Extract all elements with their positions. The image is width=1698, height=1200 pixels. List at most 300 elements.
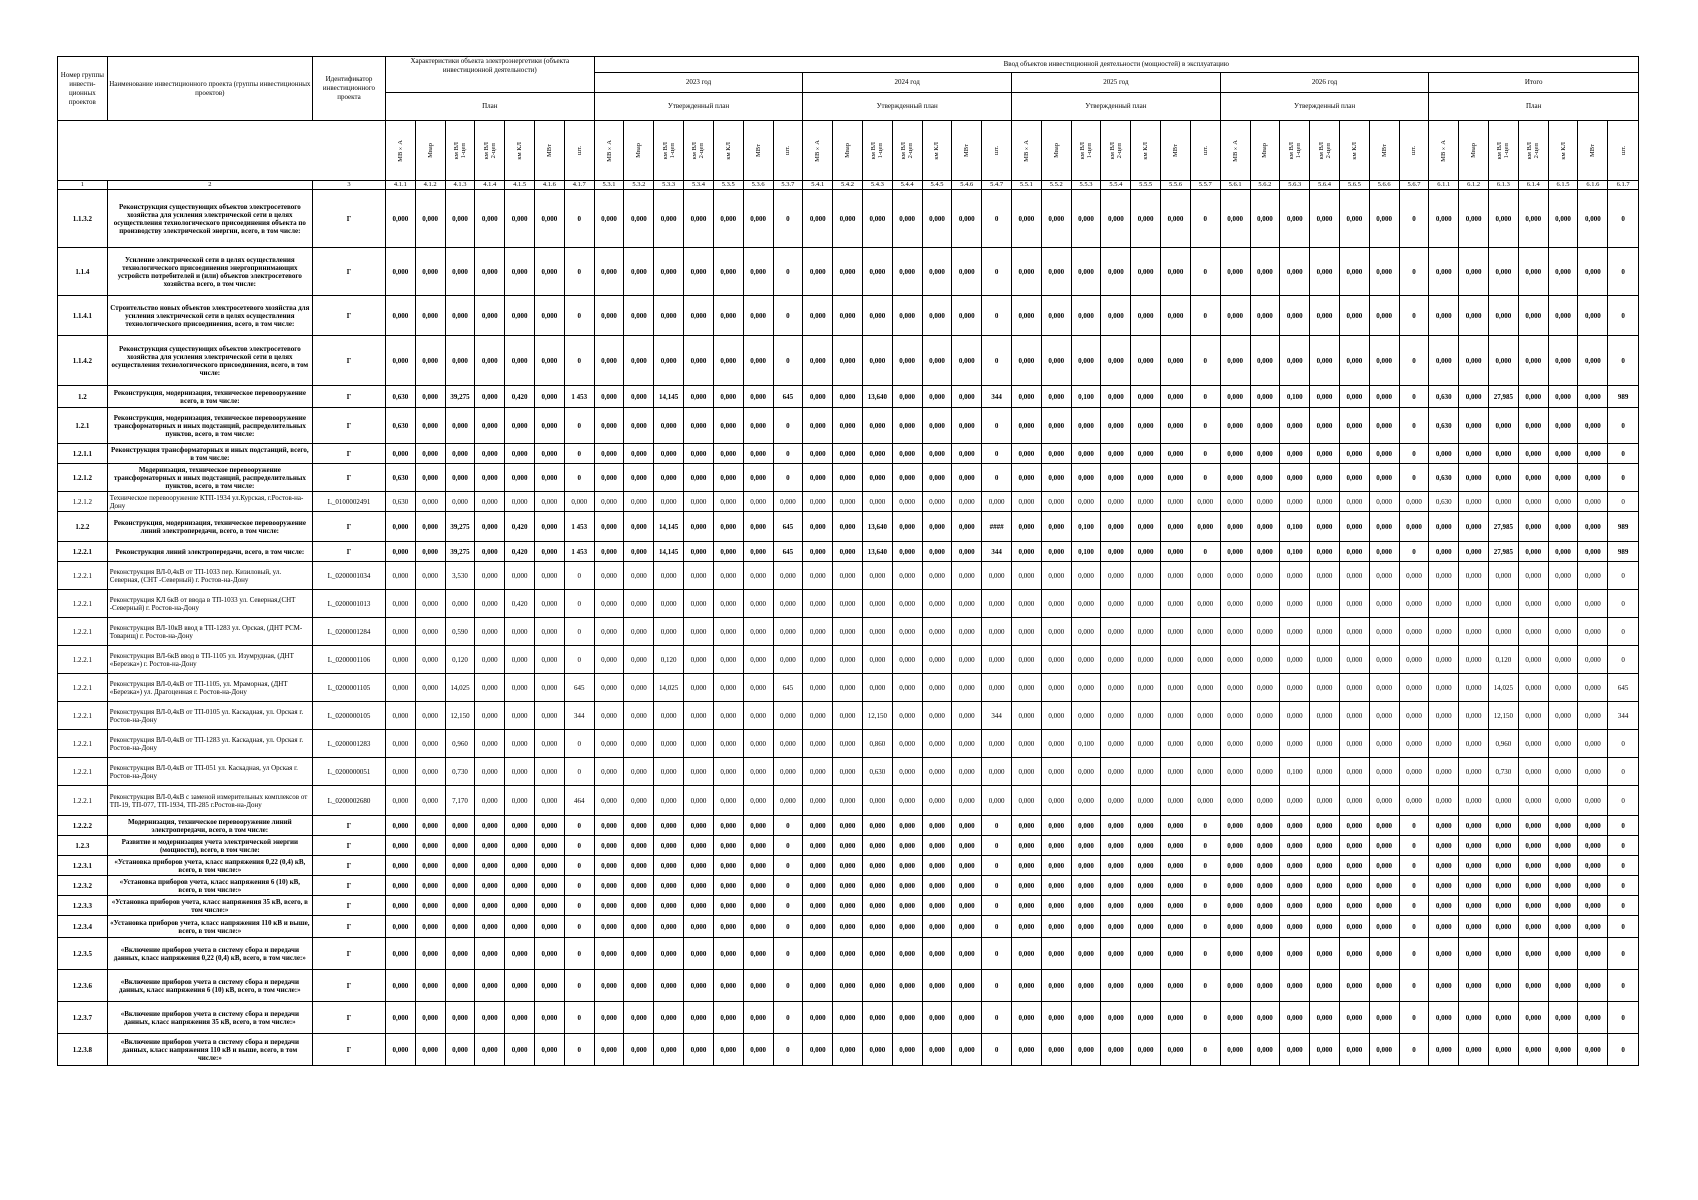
- row-project-name: Реконструкция линий электропередачи, всего, в том числе:: [107, 542, 312, 562]
- row-value: 0,000: [445, 444, 475, 464]
- row-value: 0,000: [1280, 492, 1310, 512]
- row-value: 0,000: [1369, 190, 1399, 248]
- row-value: 0,000: [1548, 836, 1578, 856]
- row-value: 0: [1608, 970, 1639, 1002]
- row-value: 0: [982, 896, 1012, 916]
- row-value: 0,000: [535, 464, 565, 492]
- row-value: 0,000: [1459, 590, 1489, 618]
- row-value: 0,000: [1131, 562, 1161, 590]
- row-value: 0,000: [1548, 876, 1578, 896]
- row-value: 0: [1190, 1002, 1220, 1034]
- row-value: 0,000: [1071, 786, 1101, 816]
- row-value: 0,000: [1101, 702, 1131, 730]
- row-value: 0,000: [713, 730, 743, 758]
- row-value: 0,000: [505, 938, 535, 970]
- table-row: [58, 542, 1639, 562]
- row-value: 0,000: [505, 408, 535, 444]
- row-value: 0,000: [1012, 464, 1042, 492]
- row-value: 0,000: [1131, 896, 1161, 916]
- row-value: 0,000: [1399, 758, 1429, 786]
- row-value: 0,000: [1071, 674, 1101, 702]
- row-value: 0,000: [1250, 248, 1280, 296]
- row-value: 0,000: [1310, 938, 1340, 970]
- row-value: 0,000: [1101, 562, 1131, 590]
- row-value: 0,000: [654, 876, 684, 896]
- row-value: 0,000: [862, 896, 892, 916]
- row-value: 0,000: [892, 702, 922, 730]
- row-value: 0,000: [505, 296, 535, 336]
- unit-header: [952, 121, 982, 181]
- row-value: 0,000: [415, 702, 445, 730]
- row-value: 0,000: [1012, 836, 1042, 856]
- row-project-id: L_0200001106: [312, 646, 385, 674]
- row-value: 0,000: [952, 512, 982, 542]
- row-value: 0,000: [1518, 542, 1548, 562]
- row-value: 0: [564, 916, 594, 938]
- row-value: 0: [773, 296, 803, 336]
- row-value: 0,000: [1101, 674, 1131, 702]
- row-value: 0,000: [415, 336, 445, 386]
- unit-label: км КЛ: [724, 141, 732, 160]
- unit-header: [1250, 121, 1280, 181]
- row-value: 0,100: [1071, 386, 1101, 408]
- row-value: 0,000: [803, 248, 833, 296]
- row-value: 0,000: [1071, 408, 1101, 444]
- table-row: [58, 970, 1639, 1002]
- row-value: 0,000: [1101, 916, 1131, 938]
- row-value: 0,000: [743, 1002, 773, 1034]
- row-value: 0,000: [1220, 1002, 1250, 1034]
- row-value: 0: [982, 916, 1012, 938]
- row-value: 0,000: [833, 492, 863, 512]
- row-value: 0: [1190, 938, 1220, 970]
- row-value: 0,000: [892, 836, 922, 856]
- row-value: 0,000: [1339, 758, 1369, 786]
- row-value: 0,000: [1280, 590, 1310, 618]
- row-value: 3,530: [445, 562, 475, 590]
- row-value: 0,000: [1518, 646, 1548, 674]
- unit-label: км КЛ: [1350, 141, 1358, 160]
- unit-label: МВ×А: [605, 139, 613, 162]
- row-value: 0,000: [833, 646, 863, 674]
- row-value: 0,000: [803, 1034, 833, 1066]
- row-value: 0,000: [1489, 916, 1519, 938]
- column-index: 4.1.3: [445, 181, 475, 190]
- row-value: 0,000: [892, 970, 922, 1002]
- row-value: 0,000: [1012, 492, 1042, 512]
- row-value: 0,000: [654, 816, 684, 836]
- row-value: 0: [1608, 190, 1639, 248]
- row-value: 0,000: [1339, 730, 1369, 758]
- row-value: 0,000: [535, 730, 565, 758]
- row-value: 27,985: [1489, 542, 1519, 562]
- unit-label: км ВЛ 2-цеп: [1108, 141, 1123, 160]
- row-value: 0,000: [833, 730, 863, 758]
- row-value: 0,000: [535, 336, 565, 386]
- header-approved-2026: Утвержденный план: [1220, 93, 1429, 121]
- row-value: 0,000: [1339, 296, 1369, 336]
- row-value: 0,000: [475, 938, 505, 970]
- row-value: 0,000: [1369, 916, 1399, 938]
- row-value: 0,420: [505, 542, 535, 562]
- row-value: 0,000: [1131, 836, 1161, 856]
- row-value: 0,000: [385, 816, 415, 836]
- row-value: 0,000: [475, 916, 505, 938]
- row-value: 0,000: [445, 248, 475, 296]
- row-value: 0,000: [1280, 1002, 1310, 1034]
- row-value: 0,000: [1012, 408, 1042, 444]
- row-value: 0,000: [1012, 512, 1042, 542]
- row-value: 0,000: [1250, 444, 1280, 464]
- row-value: 0,000: [1131, 758, 1161, 786]
- row-value: 0,000: [1071, 970, 1101, 1002]
- row-value: 0,000: [385, 618, 415, 646]
- row-value: 0,000: [803, 646, 833, 674]
- row-value: 0,000: [654, 1002, 684, 1034]
- row-value: 0,000: [1578, 248, 1608, 296]
- row-value: 0,100: [1280, 386, 1310, 408]
- row-value: 0,000: [1369, 1002, 1399, 1034]
- header-characteristics: Характеристики объекта электроэнергетики (объекта инвестиционной деятельности): [385, 57, 594, 93]
- row-value: 0,000: [803, 492, 833, 512]
- row-value: 0,000: [1578, 336, 1608, 386]
- row-project-name: «Включение приборов учета в систему сбора и передачи данных, класс напряжения 35 кВ, всего, в том числе:»: [107, 1002, 312, 1034]
- row-value: 0,000: [445, 408, 475, 444]
- row-value: 0,000: [833, 512, 863, 542]
- unit-header: [1041, 121, 1071, 181]
- row-value: 0,000: [475, 1034, 505, 1066]
- row-value: 0,000: [952, 190, 982, 248]
- row-value: 0,000: [624, 856, 654, 876]
- row-value: 0,000: [1459, 1034, 1489, 1066]
- row-value: 464: [564, 786, 594, 816]
- row-value: 0,000: [1339, 1002, 1369, 1034]
- row-value: 0,000: [1339, 646, 1369, 674]
- row-value: 0,000: [1489, 336, 1519, 386]
- row-value: 0,000: [415, 386, 445, 408]
- row-value: 0: [1608, 856, 1639, 876]
- row-project-id: Г: [312, 1002, 385, 1034]
- row-value: 0,000: [862, 590, 892, 618]
- row-value: 0,000: [982, 758, 1012, 786]
- row-value: 0,000: [1161, 386, 1191, 408]
- row-value: 0,000: [803, 876, 833, 896]
- row-value: 0,000: [594, 816, 624, 836]
- row-value: 645: [773, 674, 803, 702]
- row-value: 0: [1608, 646, 1639, 674]
- row-value: 0,000: [952, 970, 982, 1002]
- row-value: 0,000: [1518, 386, 1548, 408]
- row-value: 0,000: [1310, 248, 1340, 296]
- row-project-id: Г: [312, 296, 385, 336]
- row-value: 645: [1608, 674, 1639, 702]
- row-value: 0: [1608, 786, 1639, 816]
- row-value: 0: [773, 896, 803, 916]
- row-value: 0: [1190, 336, 1220, 386]
- unit-header: [594, 121, 624, 181]
- row-value: 0,000: [1578, 938, 1608, 970]
- unit-label: км ВЛ 2-цеп: [1526, 141, 1541, 160]
- row-value: 0,000: [505, 248, 535, 296]
- row-value: 0,000: [922, 816, 952, 836]
- row-value: 0,000: [535, 836, 565, 856]
- investment-table: [57, 56, 1639, 1066]
- row-group-number: 1.2.2.1: [58, 702, 108, 730]
- column-index: 5.4.6: [952, 181, 982, 190]
- row-value: 0,000: [505, 876, 535, 896]
- unit-header: [535, 121, 565, 181]
- row-value: 0,000: [1429, 542, 1459, 562]
- row-value: 0: [1190, 816, 1220, 836]
- row-value: 14,145: [654, 386, 684, 408]
- row-value: 0,000: [1429, 836, 1459, 856]
- unit-header: [1131, 121, 1161, 181]
- row-value: 0,000: [743, 464, 773, 492]
- row-value: 0,000: [1369, 970, 1399, 1002]
- row-value: 0,100: [1071, 730, 1101, 758]
- row-value: 0,000: [1101, 786, 1131, 816]
- row-value: 0,000: [1489, 590, 1519, 618]
- row-value: 0,000: [445, 916, 475, 938]
- row-value: 0,000: [1220, 938, 1250, 970]
- row-value: 0,000: [1489, 1002, 1519, 1034]
- row-value: 0,000: [1071, 1002, 1101, 1034]
- row-value: 0,000: [713, 408, 743, 444]
- row-value: 0,000: [743, 408, 773, 444]
- row-value: 0,000: [1041, 1034, 1071, 1066]
- row-project-id: Г: [312, 542, 385, 562]
- table-row: [58, 590, 1639, 618]
- column-index-row: [58, 181, 1639, 190]
- header-approved-2025: Утвержденный план: [1012, 93, 1221, 121]
- row-value: 0,000: [475, 876, 505, 896]
- row-value: 0,000: [1041, 618, 1071, 646]
- row-value: 39,275: [445, 542, 475, 562]
- row-value: 0,000: [1250, 896, 1280, 916]
- row-value: 0,000: [1012, 856, 1042, 876]
- row-group-number: 1.2.3.7: [58, 1002, 108, 1034]
- header-approved-2023: Утвержденный план: [594, 93, 803, 121]
- row-value: 0,000: [684, 492, 714, 512]
- row-value: 0,000: [892, 916, 922, 938]
- row-value: 0,000: [1459, 248, 1489, 296]
- row-value: 0,000: [385, 1034, 415, 1066]
- row-value: 0,000: [1250, 836, 1280, 856]
- row-value: 0,000: [1489, 896, 1519, 916]
- row-value: 0,000: [1548, 562, 1578, 590]
- row-value: 0,000: [654, 970, 684, 1002]
- row-value: 0,000: [713, 896, 743, 916]
- row-value: 0,000: [1250, 938, 1280, 970]
- unit-label: км ВЛ 2-цеп: [900, 141, 915, 160]
- row-value: 0,000: [415, 856, 445, 876]
- row-value: 0,000: [892, 730, 922, 758]
- row-value: 0,000: [1310, 408, 1340, 444]
- row-value: 0,000: [1101, 1002, 1131, 1034]
- row-value: 0,000: [1578, 444, 1608, 464]
- row-value: 0,000: [594, 562, 624, 590]
- row-value: 0: [773, 836, 803, 856]
- row-value: 0,000: [743, 542, 773, 562]
- row-project-name: Реконструкция, модернизация, техническое перевооружение трансформаторных и иных подстанций, распределительных пунктов, всего, в том числе:: [107, 408, 312, 444]
- row-value: 0,000: [743, 336, 773, 386]
- row-project-id: L_0200002680: [312, 786, 385, 816]
- row-value: 0,000: [1071, 836, 1101, 856]
- row-value: 0,000: [713, 916, 743, 938]
- row-value: 0,000: [654, 492, 684, 512]
- row-value: 0,000: [654, 836, 684, 856]
- row-value: 0,000: [415, 758, 445, 786]
- row-value: 0,000: [385, 190, 415, 248]
- row-value: 0,000: [1459, 730, 1489, 758]
- row-value: 0,000: [1280, 730, 1310, 758]
- row-value: 0,000: [445, 1002, 475, 1034]
- row-value: 0: [773, 876, 803, 896]
- row-value: 27,985: [1489, 512, 1519, 542]
- row-value: 0,000: [1518, 296, 1548, 336]
- row-value: 0,000: [1071, 190, 1101, 248]
- row-value: 0,000: [862, 646, 892, 674]
- row-project-name: Реконструкция ВЛ-0,4кВ от ТП-1283 ул. Каскадная, ул. Орская г. Ростов-на-Дону: [107, 730, 312, 758]
- row-value: 14,025: [1489, 674, 1519, 702]
- row-value: 0: [564, 896, 594, 916]
- row-value: 0,000: [475, 336, 505, 386]
- row-value: 0,000: [922, 492, 952, 512]
- unit-label: км КЛ: [516, 141, 524, 160]
- row-value: 0,000: [892, 492, 922, 512]
- row-value: 0,000: [684, 386, 714, 408]
- row-value: 0,000: [862, 938, 892, 970]
- row-value: 0,000: [1429, 562, 1459, 590]
- row-value: 0: [773, 816, 803, 836]
- row-value: 0,000: [1489, 618, 1519, 646]
- row-value: 0,000: [833, 816, 863, 836]
- row-value: 0,000: [952, 938, 982, 970]
- row-value: 0,000: [1250, 1034, 1280, 1066]
- row-value: 0,630: [385, 492, 415, 512]
- row-value: 0,000: [1489, 190, 1519, 248]
- row-value: 0,000: [594, 702, 624, 730]
- row-value: 0,000: [654, 730, 684, 758]
- row-value: 0,000: [1012, 336, 1042, 386]
- row-value: 0,000: [1310, 646, 1340, 674]
- row-value: 0,000: [624, 190, 654, 248]
- column-index: 6.1.4: [1518, 181, 1548, 190]
- row-value: 0,000: [922, 970, 952, 1002]
- row-value: 0,000: [594, 896, 624, 916]
- row-value: 0: [564, 876, 594, 896]
- row-value: 0,000: [1012, 444, 1042, 464]
- row-value: 39,275: [445, 386, 475, 408]
- table-row: [58, 190, 1639, 248]
- row-project-name: «Включение приборов учета в систему сбора и передачи данных, класс напряжения 0,22 (0,4) кВ, всего, в том числе:»: [107, 938, 312, 970]
- row-value: 0,000: [773, 646, 803, 674]
- row-value: 0,000: [475, 836, 505, 856]
- row-value: 0,000: [1369, 386, 1399, 408]
- row-value: 0,000: [385, 444, 415, 464]
- row-value: 0,000: [1548, 970, 1578, 1002]
- row-value: 0,000: [505, 970, 535, 1002]
- row-value: 0,000: [594, 590, 624, 618]
- row-value: 0,420: [505, 512, 535, 542]
- row-value: 0: [564, 562, 594, 590]
- row-value: 0,000: [1399, 492, 1429, 512]
- row-value: 0: [1608, 876, 1639, 896]
- row-value: 0,000: [1071, 758, 1101, 786]
- row-value: 0: [1608, 836, 1639, 856]
- row-value: 0,000: [1012, 1034, 1042, 1066]
- row-project-name: Реконструкция, модернизация, техническое перевооружение всего, в том числе:: [107, 386, 312, 408]
- row-value: 0,000: [713, 512, 743, 542]
- row-value: 0,000: [833, 786, 863, 816]
- row-group-number: 1.2.2.1: [58, 542, 108, 562]
- row-value: 0,000: [892, 444, 922, 464]
- row-value: 0: [1608, 1002, 1639, 1034]
- table-row: [58, 444, 1639, 464]
- row-value: 0,000: [1220, 730, 1250, 758]
- row-value: 0,000: [1548, 816, 1578, 836]
- row-value: 0,000: [445, 464, 475, 492]
- row-value: 0,000: [922, 646, 952, 674]
- row-value: 0,000: [1518, 730, 1548, 758]
- row-value: 0,000: [892, 646, 922, 674]
- row-value: 0,000: [1429, 674, 1459, 702]
- column-index: 1: [58, 181, 108, 190]
- row-group-number: 1.2.1.1: [58, 444, 108, 464]
- row-value: 0,000: [1012, 646, 1042, 674]
- row-value: 13,640: [862, 386, 892, 408]
- row-value: 0,000: [1041, 876, 1071, 896]
- row-value: 0,000: [952, 542, 982, 562]
- unit-label: МВт: [1380, 144, 1388, 157]
- row-value: 0,000: [594, 492, 624, 512]
- table-row: [58, 702, 1639, 730]
- row-value: 0: [564, 444, 594, 464]
- row-value: 0,000: [475, 444, 505, 464]
- row-value: 0,000: [1369, 562, 1399, 590]
- row-value: 0,730: [445, 758, 475, 786]
- row-value: 14,145: [654, 542, 684, 562]
- unit-label: МВт: [1589, 144, 1597, 157]
- row-value: 0,000: [1220, 876, 1250, 896]
- row-value: 0: [1608, 618, 1639, 646]
- row-value: 0,000: [1041, 492, 1071, 512]
- row-value: 12,150: [1489, 702, 1519, 730]
- row-value: 1 453: [564, 386, 594, 408]
- table-row: [58, 1002, 1639, 1034]
- row-value: 0,000: [1548, 786, 1578, 816]
- row-value: 0,000: [773, 590, 803, 618]
- row-value: 0,000: [743, 876, 773, 896]
- row-value: 0,000: [1131, 444, 1161, 464]
- row-value: 0,000: [952, 916, 982, 938]
- row-value: 0,000: [445, 1034, 475, 1066]
- row-group-number: 1.2.3.4: [58, 916, 108, 938]
- row-value: 0,000: [594, 938, 624, 970]
- row-value: 0,000: [952, 296, 982, 336]
- row-value: 0,000: [594, 916, 624, 938]
- row-value: 0,000: [1041, 646, 1071, 674]
- row-value: 0,000: [415, 916, 445, 938]
- row-value: 0,000: [773, 786, 803, 816]
- row-value: 0,000: [654, 618, 684, 646]
- row-value: 0,000: [803, 758, 833, 786]
- row-value: 0,000: [684, 1034, 714, 1066]
- row-value: 0,000: [1131, 674, 1161, 702]
- row-value: 0: [1608, 444, 1639, 464]
- row-value: 0,000: [1518, 938, 1548, 970]
- row-value: 0,000: [385, 590, 415, 618]
